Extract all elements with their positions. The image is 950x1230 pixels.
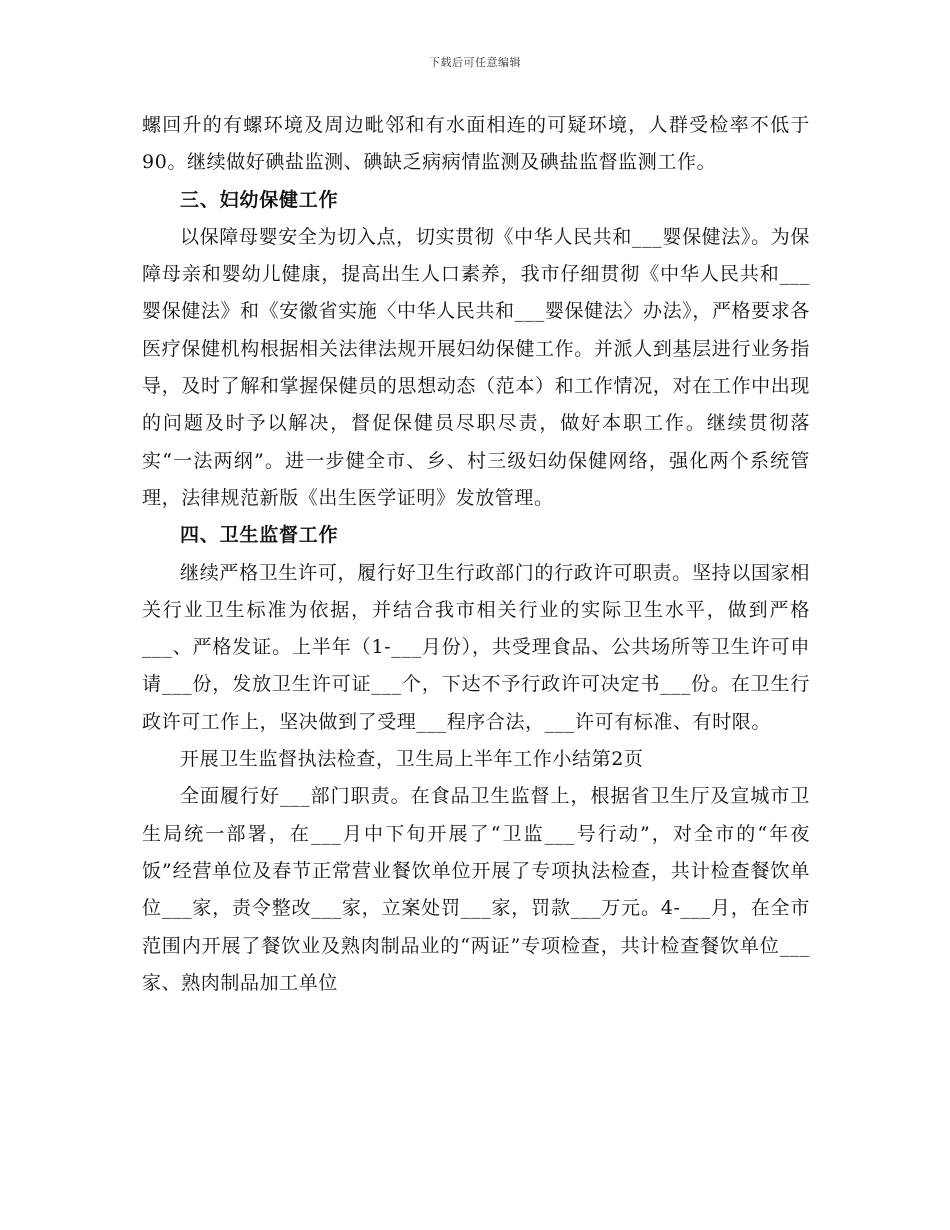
paragraph-enforcement-inspection: 全面履行好___部门职责。在食品卫生监督上，根据省卫生厅及宣城市卫生局统一部署，在___月中下旬开展了“卫监___号行动”，对全市的“年夜饭”经营单位及春节正常营业餐饮单位开展了专项执法检查，共计检查餐饮单位___家，责令整改___家，立案处罚___家，罚款___万元。4-___月，在全市范围内开展了餐饮业及熟肉制品业的“两证”专项检查，共计检查餐饮单位___家、熟肉制品加工单位 [142,785,810,994]
paragraph-page-note: 开展卫生监督执法检查，卫生局上半年工作小结第2页 [180,748,644,771]
paragraph-continuation: 螺回升的有螺环境及周边毗邻和有水面相连的可疑环境，人群受检率不低于90。继续做好碘盐监测、碘缺乏病病情监测及碘盐监督监测工作。 [142,114,810,174]
paragraph-health-permit: 继续严格卫生许可，履行好卫生行政部门的行政许可职责。坚持以国家相关行业卫生标准为依据，并结合我市相关行业的实际卫生水平，做到严格___、严格发证。上半年（1-___月份），共受理食品、公共场所等卫生许可申请___份，发放卫生许可证___个，下达不予行政许可决定书___份。在卫生行政许可工作上，坚决做到了受理___程序合法，___许可有标准、有时限。 [142,561,810,733]
page-header: 下载后可任意编辑 [429,56,521,69]
section-heading-health-supervision: 四、卫生监督工作 [180,524,339,547]
section-heading-maternal-child-health: 三、妇幼保健工作 [180,188,339,211]
paragraph-maternal-child-health: 以保障母婴安全为切入点，切实贯彻《中华人民共和___婴保健法》。为保障母亲和婴幼儿健康，提高出生人口素养，我市仔细贯彻《中华人民共和___婴保健法》和《安徽省实施〈中华人民共和___婴保健法〉办法》，严格要求各医疗保健机构根据相关法律法规开展妇幼保健工作。并派人到基层进行业务指导，及时了解和掌握保健员的思想动态（范本）和工作情况，对在工作中出现的问题及时予以解决，督促保健员尽职尽责，做好本职工作。继续贯彻落实“一法两纲”。进一步健全市、乡、村三级妇幼保健网络，强化两个系统管理，法律规范新版《出生医学证明》发放管理。 [142,225,810,509]
document-body [142,107,810,1002]
